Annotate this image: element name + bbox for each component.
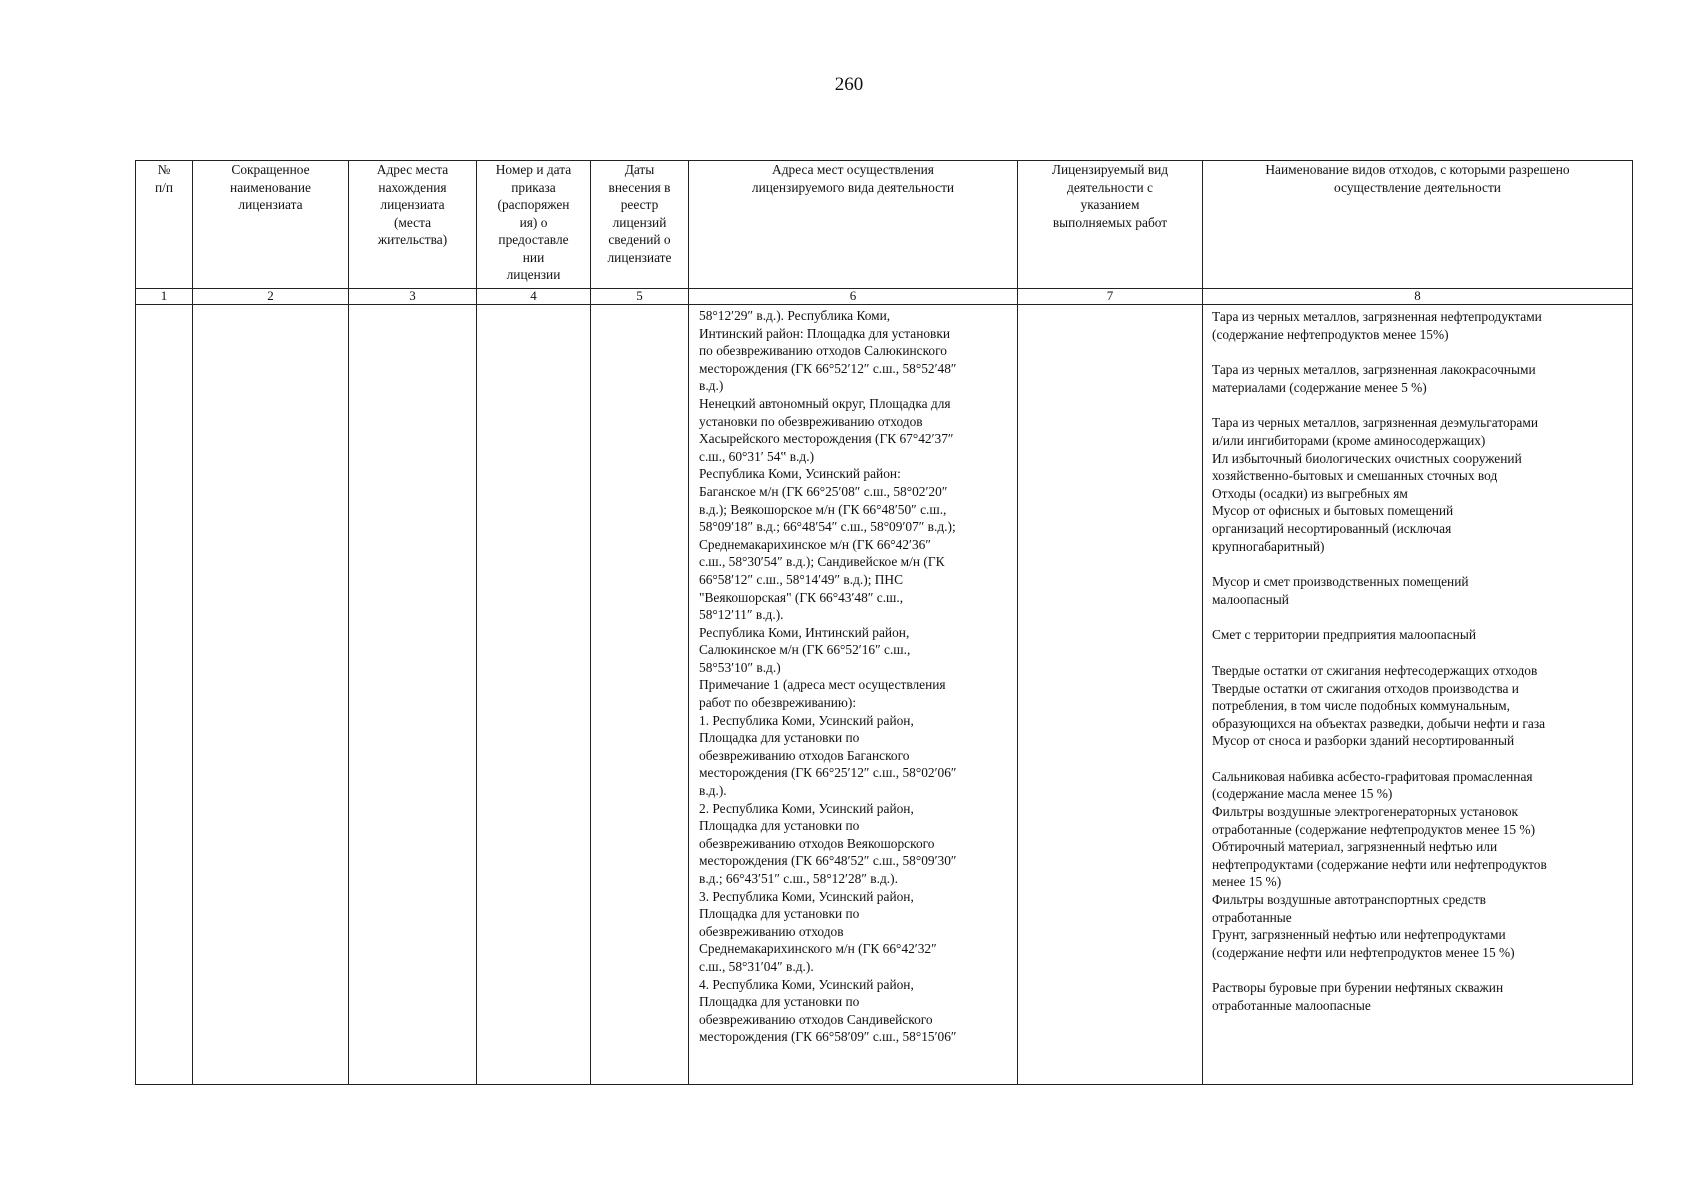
waste-item: Грунт, загрязненный нефтью или нефтепродуктами (содержание нефти или нефтепродуктов менее 15 %) [1212, 927, 1515, 960]
waste-item: Смет с территории предприятия малоопасный [1212, 627, 1476, 643]
header-order: Номер и дата приказа (распоряжен ия) о предоставле нии лицензии [477, 161, 591, 289]
license-registry-table [135, 160, 1633, 1085]
waste-item: Фильтры воздушные автотранспортных средств отработанные [1212, 892, 1486, 925]
waste-item: Отходы (осадки) из выгребных ям [1212, 485, 1408, 501]
header-row [136, 161, 1633, 289]
cell-registry-dates [591, 305, 689, 1085]
column-number: 6 [689, 289, 1018, 305]
cell-activity-addresses: 58°12′29″ в.д.). Республика Коми, Интинский район: Площадка для установки по обезвреживанию отходов Салюкинского месторождения (ГК 66°52′12″ с.ш., 58°52′48″ в.д.) Ненецкий автономный округ, Площадка для установки по обезвреживанию отходов Хасырейского месторождения (ГК 67°42′37″ с.ш., 60°31′ 54‟ в.д.) Республика Коми, Усинский район: Баганское м/н (ГК 66°25′08″ с.ш., 58°02′20″ в.д.); Веякошорское м/н (ГК 66°48′50″ с.ш., 58°09′18″ в.д.; 66°48′54″ с.ш., 58°09′07″ в.д.); Среднемакарихинское м/н (ГК 66°42′36″ с.ш., 58°30′54″ в.д.); Сандивейское м/н (ГК 66°58′12″ с.ш., 58°14′49″ в.д.); ПНС "Веякошорская" (ГК 66°43′48″ с.ш., 58°12′11″ в.д.). Республика Коми, Интинский район, Салюкинское м/н (ГК 66°52′16″ с.ш., 58°53′10″ в.д.) Примечание 1 (адреса мест осуществления работ по обезвреживанию): 1. Республика Коми, Усинский район, Площадка для установки по обезвреживанию отходов Баганского месторождения (ГК 66°25′12″ с.ш., 58°02′06″ в.д.). 2. Республика Коми, Усинский район, Площадка для установки по обезвреживанию отходов Веякошорского месторождения (ГК 66°48′52″ с.ш., 58°09′30″ в.д.; 66°43′51″ с.ш., 58°12′28″ в.д.). 3. Республика Коми, Усинский район, Площадка для установки по обезвреживанию отходов Среднемакарихинского м/н (ГК 66°42′32″ с.ш., 58°31′04″ в.д.). 4. Республика Коми, Усинский район, Площадка для установки по обезвреживанию отходов Сандивейского месторождения (ГК 66°58′09″ с.ш., 58°15′06″ [689, 305, 1018, 1085]
waste-item: Тара из черных металлов, загрязненная нефтепродуктами (содержание нефтепродуктов менее 15%) [1212, 309, 1542, 342]
waste-item: Мусор от сноса и разборки зданий несортированный [1212, 733, 1515, 749]
cell-activity-type [1018, 305, 1203, 1085]
waste-item: Растворы буровые при бурении нефтяных скважин отработанные малоопасные [1212, 980, 1504, 1013]
header-number: № п/п [136, 161, 193, 289]
header-licensee-address: Адрес места нахождения лицензиата (места жительства) [349, 161, 477, 289]
column-number: 5 [591, 289, 689, 305]
header-licensee-name: Сокращенное наименование лицензиата [193, 161, 349, 289]
waste-item: Сальниковая набивка асбесто-графитовая промасленная (содержание масла менее 15 %) [1212, 768, 1533, 802]
column-number: 4 [477, 289, 591, 305]
waste-item: Твердые остатки от сжигания нефтесодержащих отходов [1212, 662, 1538, 678]
page-number: 260 [834, 74, 864, 95]
column-number: 1 [136, 289, 193, 305]
cell-number [136, 305, 193, 1085]
column-number: 8 [1203, 289, 1633, 305]
waste-item: Твердые остатки от сжигания отходов производства и потребления, в том числе подобных коммунальным, образующихся на объектах разведки, добычи нефти и газа [1212, 680, 1546, 731]
waste-item: Ил избыточный биологических очистных сооружений хозяйственно-бытовых и смешанных сточных вод [1212, 450, 1522, 484]
column-number-row [136, 289, 1633, 305]
waste-item: Тара из черных металлов, загрязненная деэмульгаторами и/или ингибиторами (кроме аминосодержащих) [1212, 415, 1538, 448]
waste-item: Мусор и смет производственных помещений малоопасный [1212, 574, 1469, 607]
header-registry-dates: Даты внесения в реестр лицензий сведений о лицензиате [591, 161, 689, 289]
waste-item: Тара из черных металлов, загрязненная лакокрасочными материалами (содержание менее 5 %) [1212, 362, 1536, 395]
cell-licensee-name [193, 305, 349, 1085]
waste-item: Фильтры воздушные электрогенераторных установок отработанные (содержание нефтепродуктов менее 15 %) [1212, 804, 1536, 837]
cell-order [477, 305, 591, 1085]
table-row [136, 305, 1633, 1085]
waste-item: Мусор от офисных и бытовых помещений организаций несортированный (исключая крупногабаритный) [1212, 503, 1454, 554]
header-waste-types: Наименование видов отходов, с которыми разрешено осуществление деятельности [1203, 161, 1633, 289]
cell-licensee-address [349, 305, 477, 1085]
header-activity-addresses: Адреса мест осуществления лицензируемого вида деятельности [689, 161, 1018, 289]
column-number: 3 [349, 289, 477, 305]
column-number: 2 [193, 289, 349, 305]
waste-item: Обтирочный материал, загрязненный нефтью или нефтепродуктами (содержание нефти или нефтепродуктов менее 15 %) [1212, 839, 1547, 890]
column-number: 7 [1018, 289, 1203, 305]
cell-waste-types [1203, 305, 1633, 1085]
header-activity-type: Лицензируемый вид деятельности с указанием выполняемых работ [1018, 161, 1203, 289]
